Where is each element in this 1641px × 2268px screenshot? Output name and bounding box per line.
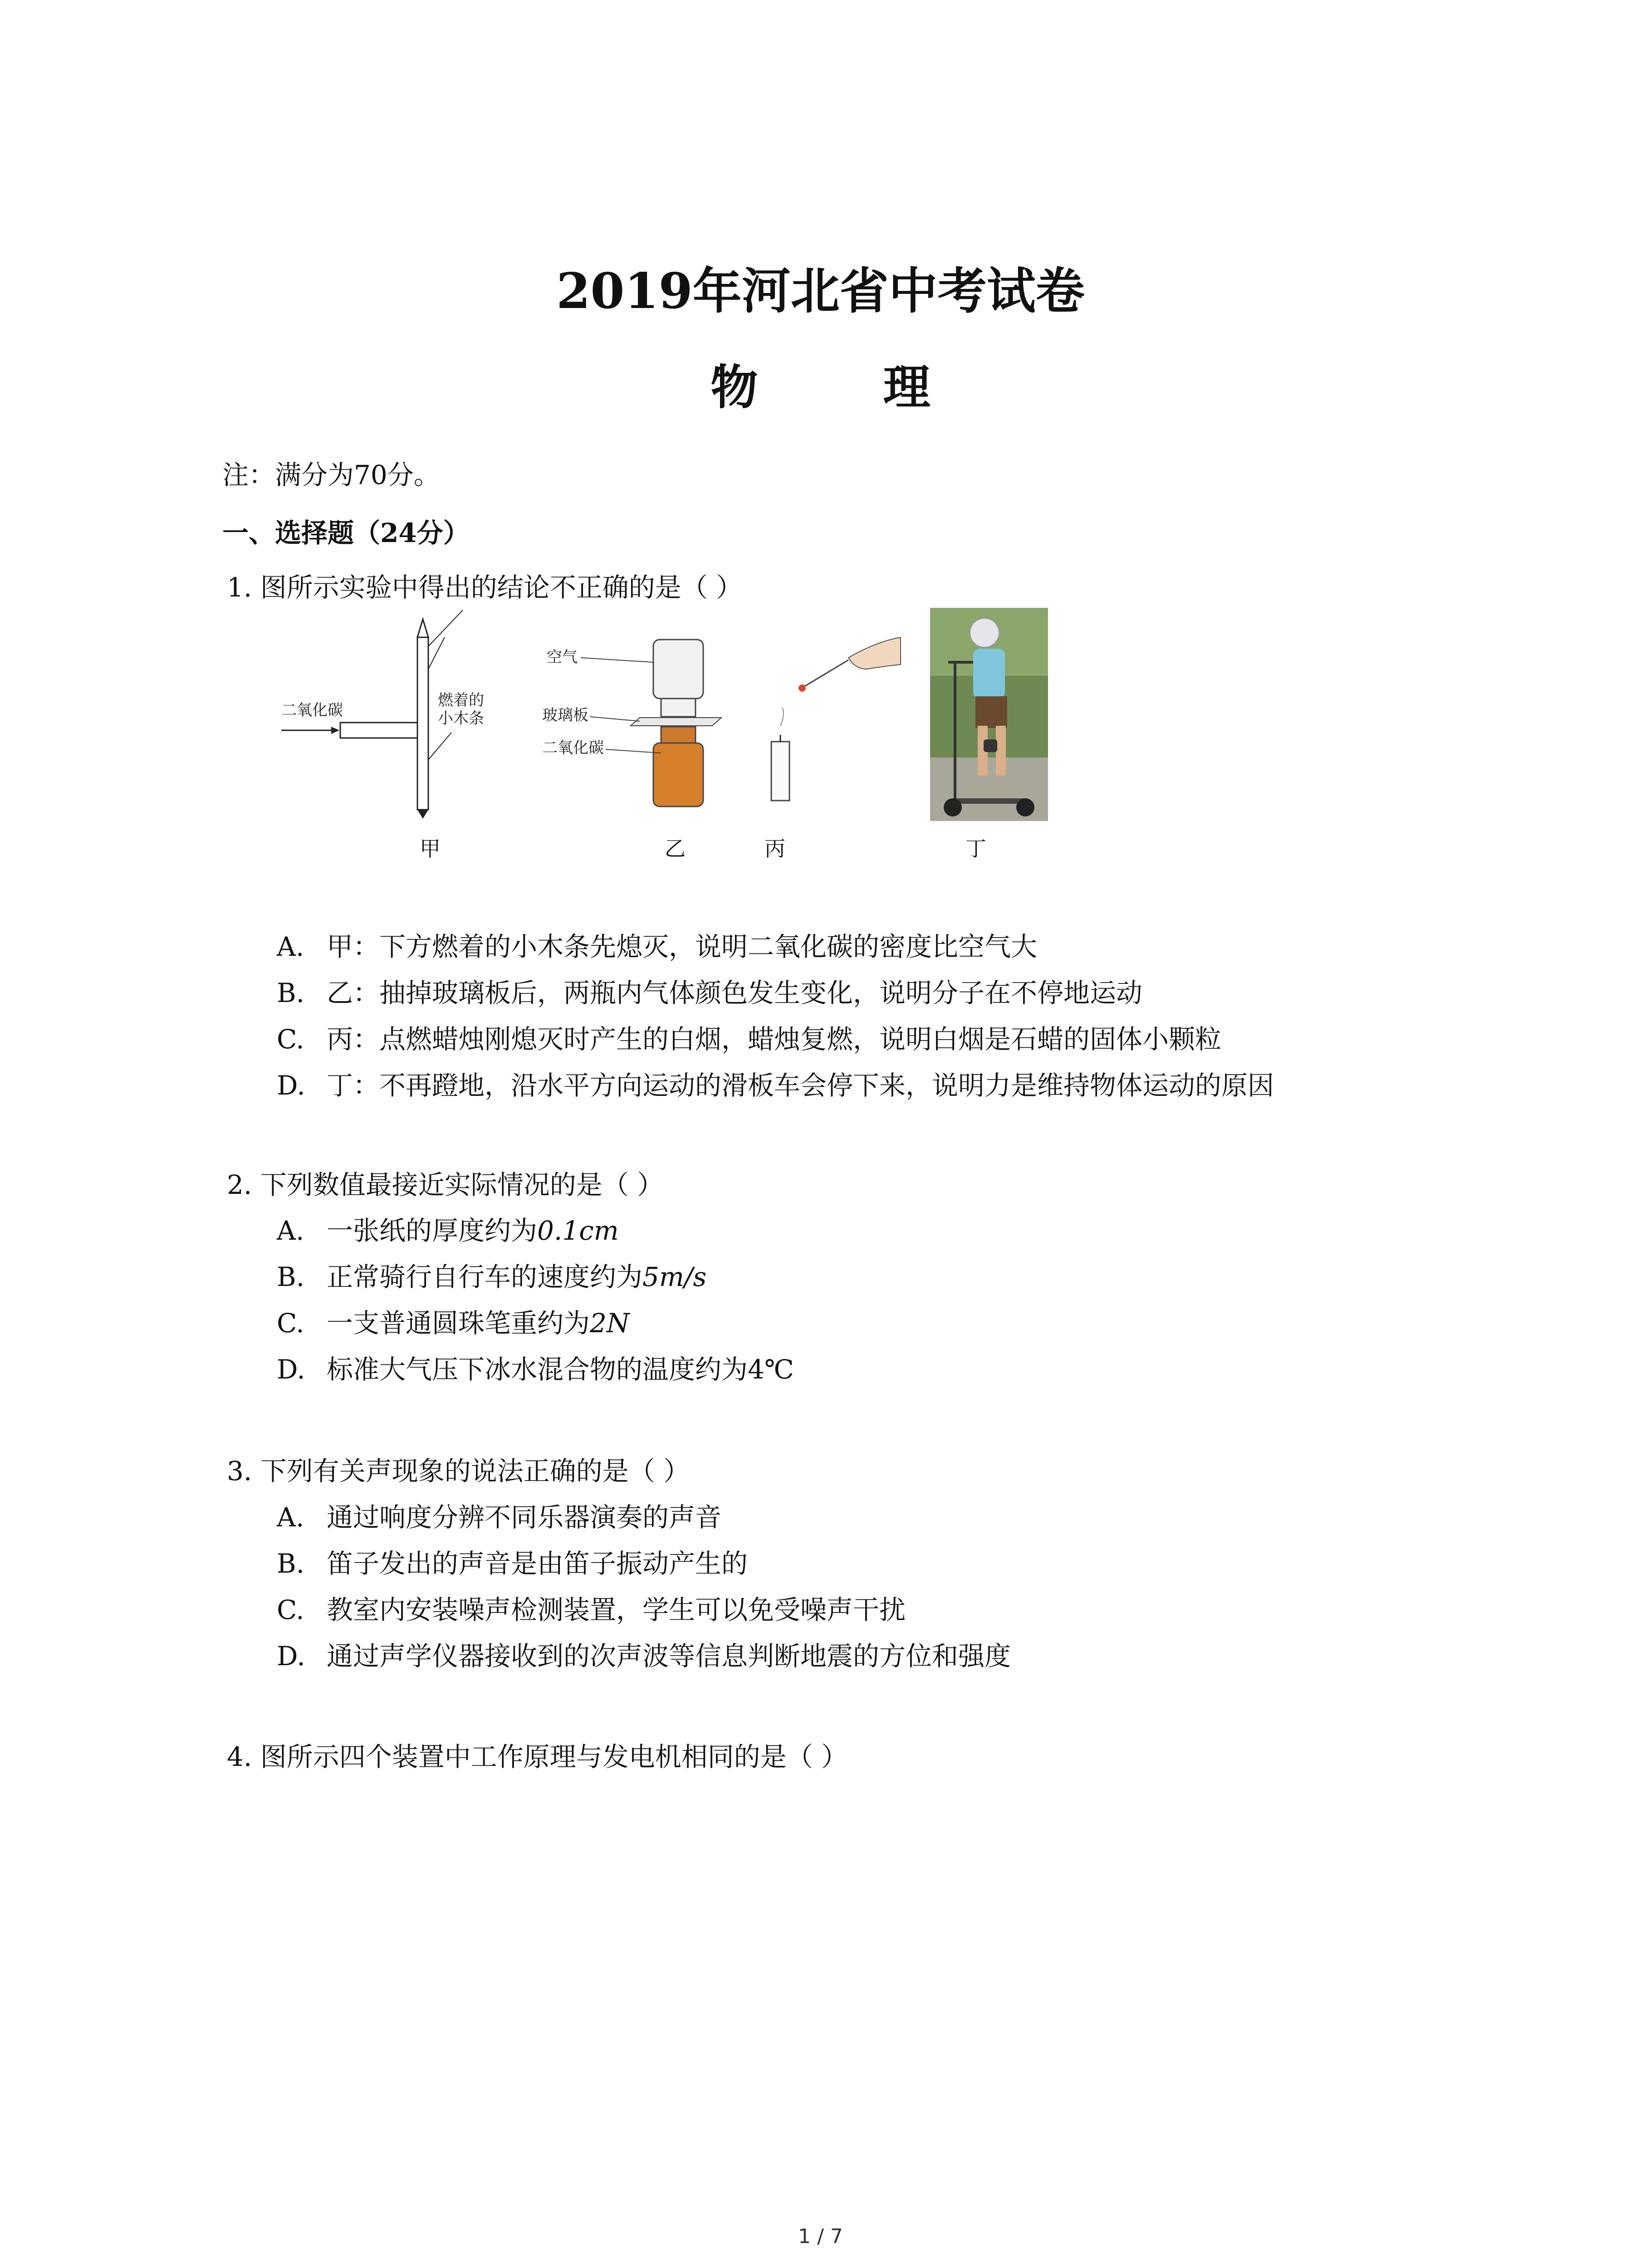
co2-arrow-label: 二氧化碳 — [281, 701, 343, 719]
caption-jia: 甲 — [420, 836, 441, 861]
figure-bing — [744, 624, 907, 814]
q3-option-b: B. 笛子发出的声音是由笛子振动产生的 — [277, 1548, 748, 1579]
figure-yi — [542, 635, 742, 812]
co2-label: 二氧化碳 — [542, 739, 604, 757]
q3-option-c: C. 教室内安装噪声检测装置，学生可以免受噪声干扰 — [277, 1594, 906, 1625]
q3-option-d: D. 通过声学仪器接收到的次声波等信息判断地震的方位和强度 — [277, 1641, 1011, 1672]
q2-option-d: D. 标准大气压下冰水混合物的温度约为4℃ — [277, 1354, 794, 1385]
question-4-stem: 4. 图所示四个装置中工作原理与发电机相同的是（ ） — [227, 1741, 848, 1772]
stick-label-2: 小木条 — [438, 709, 484, 728]
question-1-stem: 1. 图所示实验中得出的结论不正确的是（ ） — [227, 572, 743, 603]
question-2-stem: 2. 下列数值最接近实际情况的是（ ） — [227, 1169, 664, 1200]
section-heading: 一、选择题（24分） — [222, 518, 470, 548]
q1-option-b: B. 乙：抽掉玻璃板后，两瓶内气体颜色发生变化，说明分子在不停地运动 — [277, 978, 1143, 1008]
caption-yi: 乙 — [665, 836, 686, 861]
question-3-stem: 3. 下列有关声现象的说法正确的是（ ） — [227, 1456, 690, 1486]
q2-option-b: B. 正常骑行自行车的速度约为5m/s — [277, 1261, 707, 1292]
caption-ding: 丁 — [965, 836, 986, 861]
page-number: 1 / 7 — [798, 2225, 843, 2248]
score-note: 注：满分为70分。 — [222, 459, 440, 490]
q1-option-c: C. 丙：点燃蜡烛刚熄灭时产生的白烟，蜡烛复燃，说明白烟是石蜡的固体小颗粒 — [277, 1024, 1222, 1055]
air-label: 空气 — [547, 648, 578, 666]
glass-label: 玻璃板 — [542, 706, 588, 724]
q2-option-a: A. 一张纸的厚度约为0.1cm — [277, 1215, 619, 1246]
stick-label-1: 燃着的 — [438, 691, 484, 709]
q1-option-a: A. 甲：下方燃着的小木条先熄灭，说明二氧化碳的密度比空气大 — [277, 931, 1038, 962]
figure-ding — [930, 608, 1048, 821]
q1-option-d: D. 丁：不再蹬地，沿水平方向运动的滑板车会停下来，说明力是维持物体运动的原因 — [277, 1070, 1274, 1101]
document-title: 2019年河北省中考试卷 — [556, 263, 1085, 320]
subject-title: 物 理 — [710, 359, 985, 415]
q3-option-a: A. 通过响度分辨不同乐器演奏的声音 — [277, 1502, 722, 1533]
q2-option-c: C. 一支普通圆珠笔重约为2N — [277, 1308, 630, 1339]
figure-jia — [281, 610, 517, 823]
caption-bing: 丙 — [764, 836, 785, 861]
